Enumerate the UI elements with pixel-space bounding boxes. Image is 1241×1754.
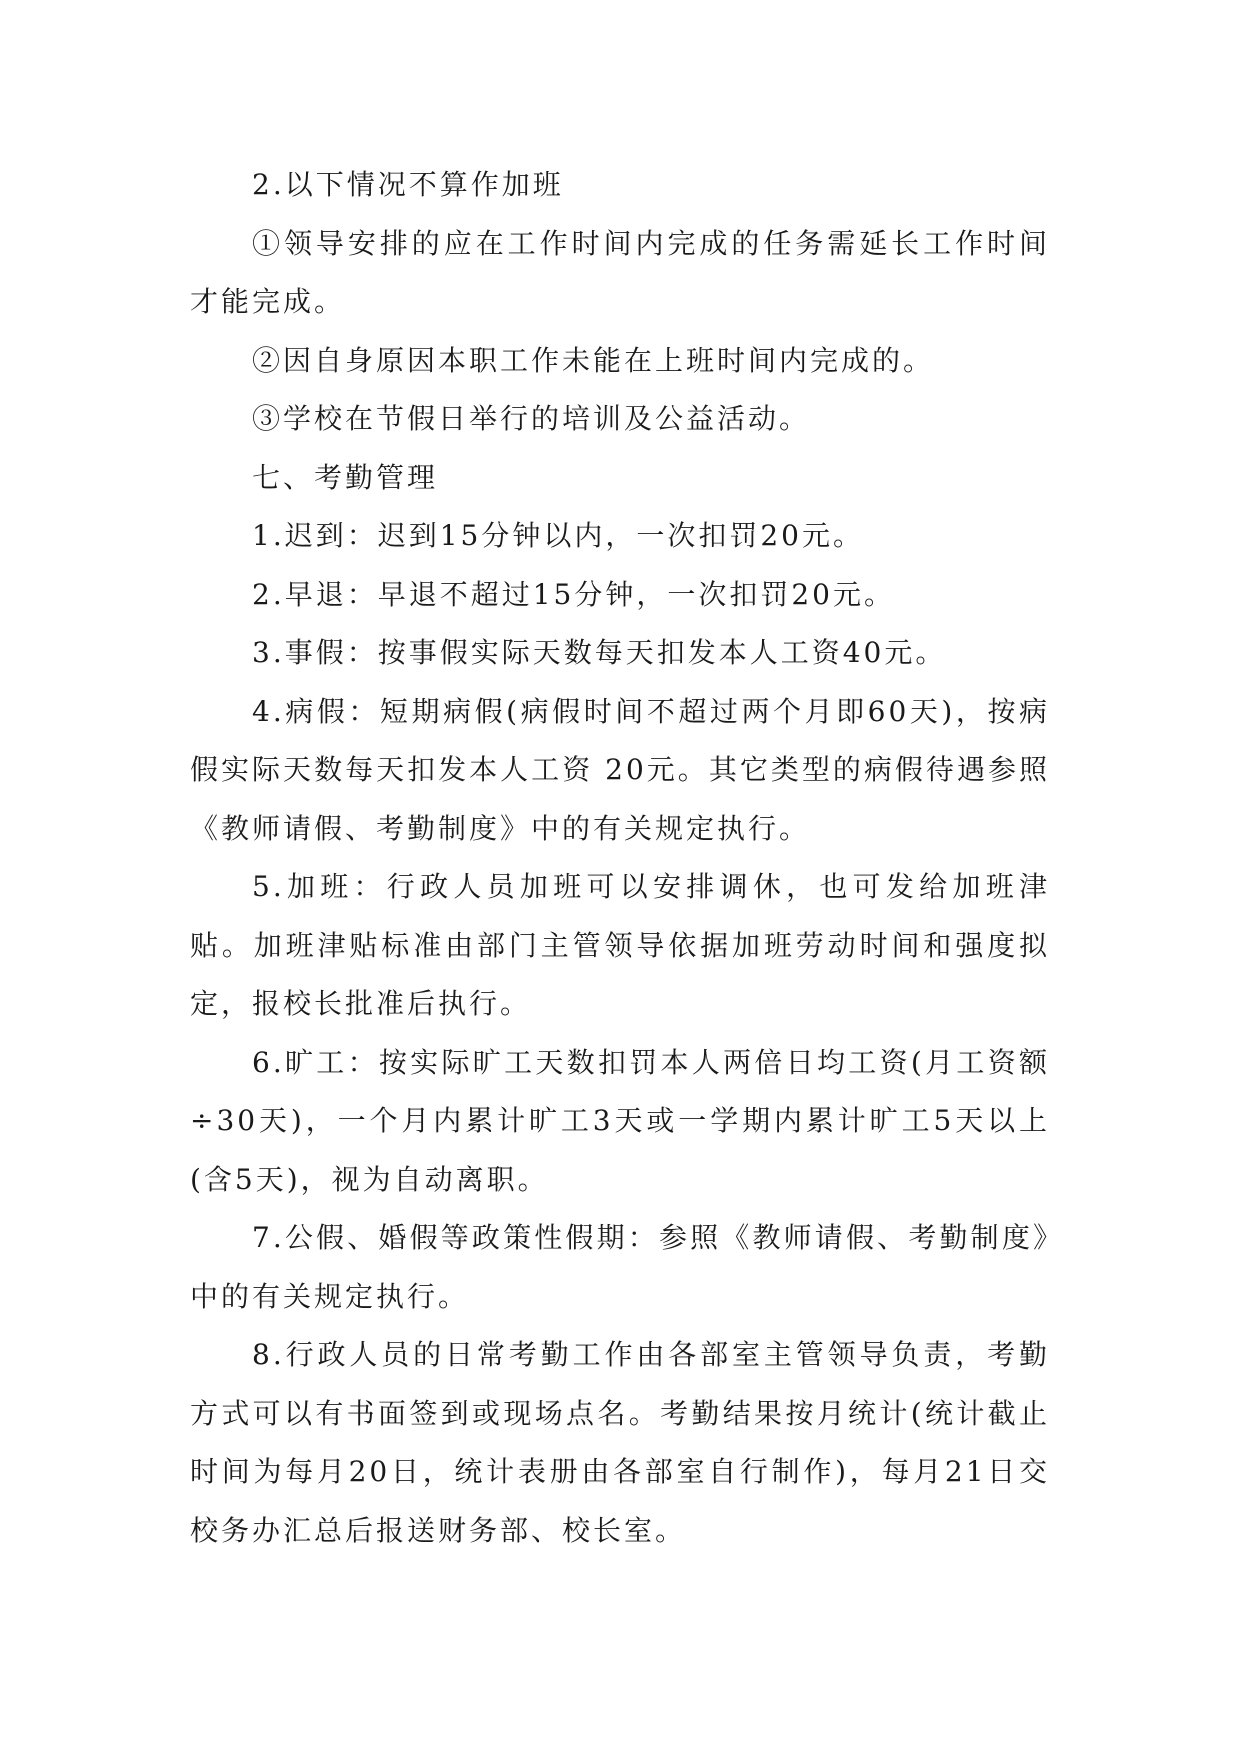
paragraph-sick-leave: 4.病假：短期病假(病假时间不超过两个月即60天)，按病假实际天数每天扣发本人工资 20元。其它类型的病假待遇参照《教师请假、考勤制度》中的有关规定执行。 — [190, 694, 1050, 845]
paragraph-exclusion-3: ③学校在节假日举行的培训及公益活动。 — [252, 402, 811, 435]
paragraph-early-leave: 2.早退：早退不超过15分钟，一次扣罚20元。 — [252, 577, 895, 611]
paragraph-exclusion-1: ①领导安排的应在工作时间内完成的任务需延长工作时间才能完成。 — [190, 226, 1050, 318]
paragraph-overtime-exclusions-heading: 2.以下情况不算作加班 — [252, 168, 564, 201]
paragraph-statutory-leave: 7.公假、婚假等政策性假期：参照《教师请假、考勤制度》中的有关规定执行。 — [190, 1221, 1050, 1313]
paragraph-lateness: 1.迟到：迟到15分钟以内，一次扣罚20元。 — [252, 519, 864, 552]
paragraph-attendance-management: 8.行政人员的日常考勤工作由各部室主管领导负责，考勤方式可以有书面签到或现场点名。考勤结果按月统计(统计截止时间为每月20日，统计表册由各部室自行制作)，每月21日交校务办汇总后报送财务部、校长室。 — [190, 1338, 1050, 1547]
paragraph-absenteeism: 6.旷工：按实际旷工天数扣罚本人两倍日均工资(月工资额÷30天)，一个月内累计旷工3天或一学期内累计旷工5天以上(含5天)，视为自动离职。 — [190, 1045, 1050, 1196]
section-heading-attendance: 七、考勤管理 — [252, 460, 439, 494]
paragraph-exclusion-2: ②因自身原因本职工作未能在上班时间内完成的。 — [252, 343, 935, 377]
paragraph-overtime: 5.加班：行政人员加班可以安排调休，也可发给加班津贴。加班津贴标准由部门主管领导依据加班劳动时间和强度拟定，报校长批准后执行。 — [190, 870, 1050, 1020]
paragraph-personal-leave: 3.事假：按事假实际天数每天扣发本人工资40元。 — [252, 636, 947, 669]
document-body — [190, 156, 1050, 1560]
